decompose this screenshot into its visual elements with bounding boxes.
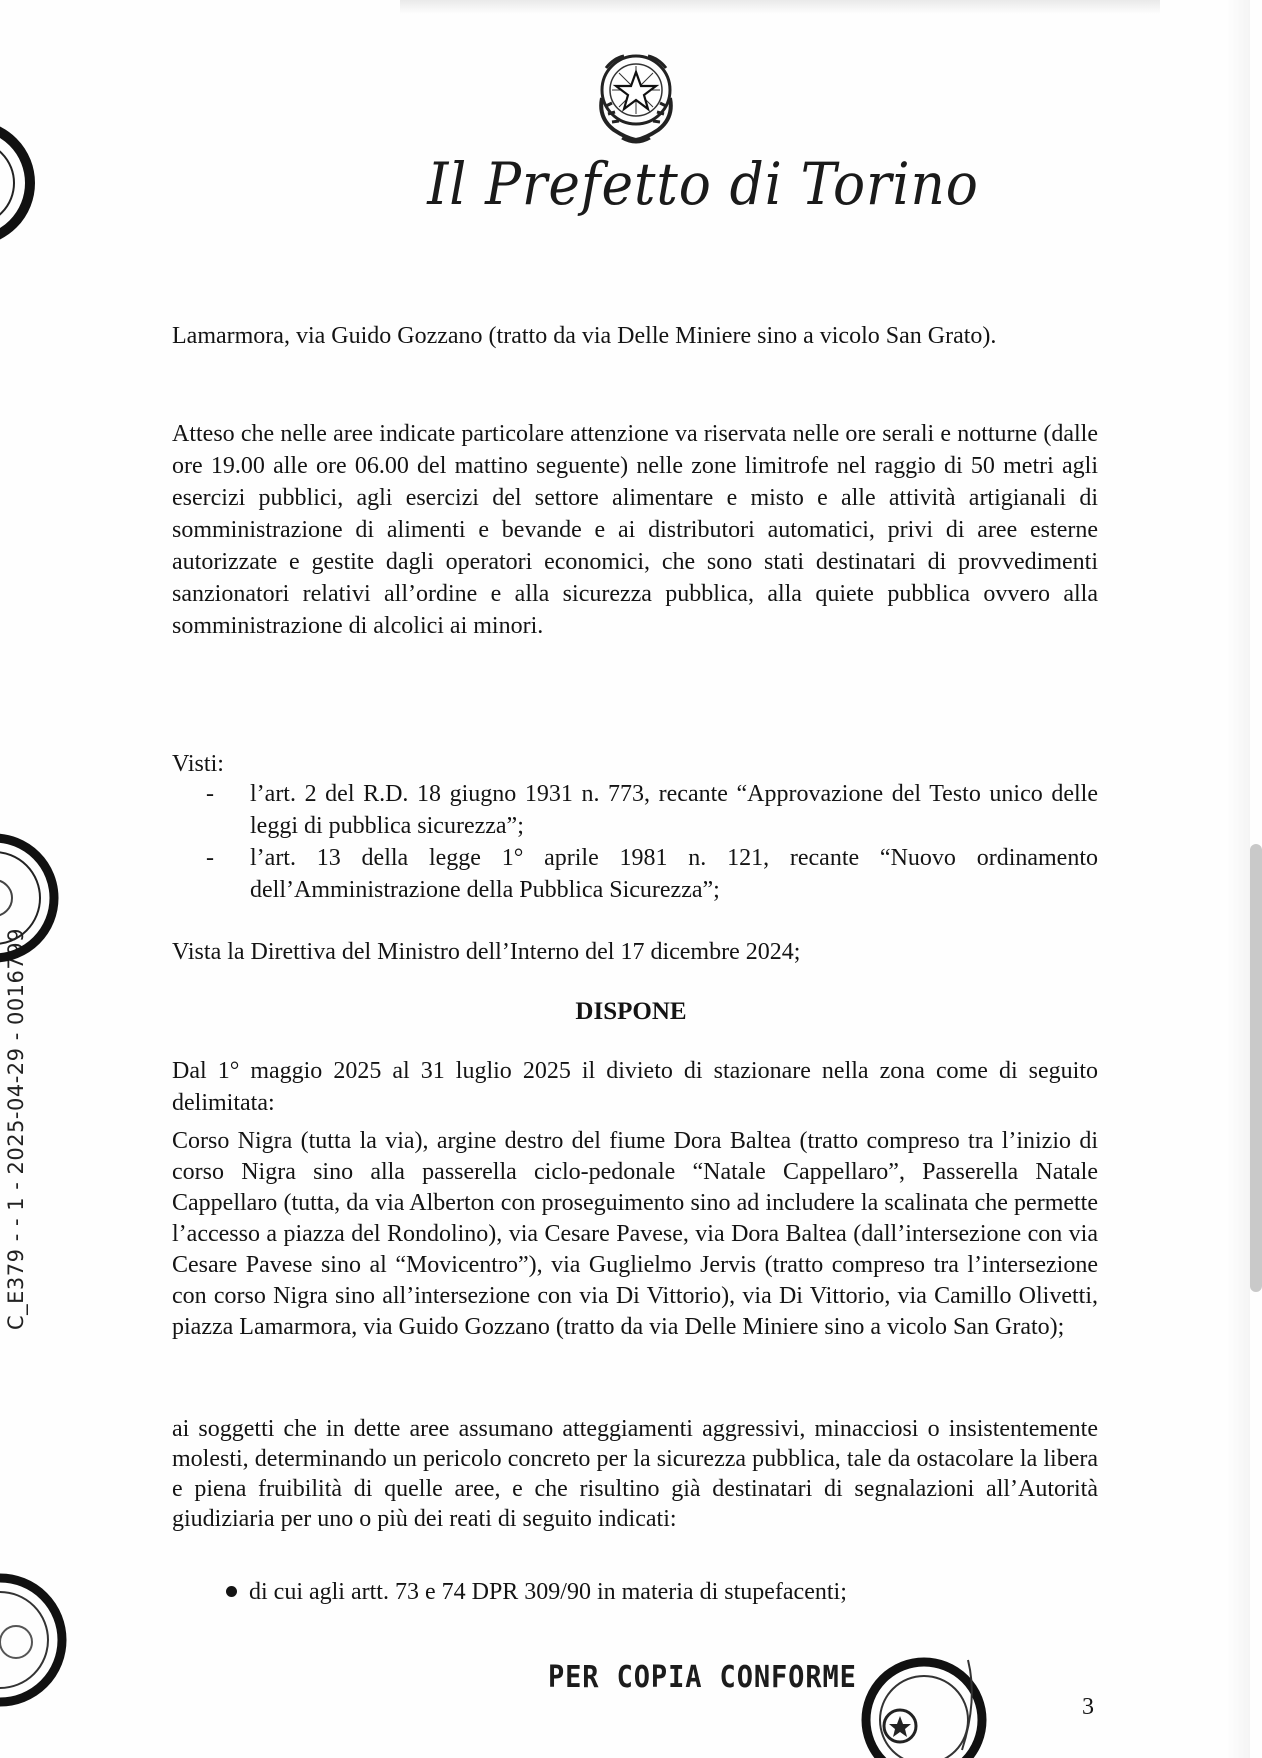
paragraph-text: Lamarmora, via Guido Gozzano (tratto da via Delle Miniere sino a vicolo San Grato). [172, 323, 997, 349]
vista-direttiva-text: Vista la Direttiva del Ministro dell’Interno del 17 dicembre 2024; [172, 939, 801, 965]
round-seal-icon [0, 118, 42, 248]
certification-stamp: PER COPIA CONFORME [548, 1660, 857, 1695]
vista-direttiva [172, 936, 1098, 968]
dash-marker: - [206, 845, 214, 871]
visti-item [208, 778, 1098, 842]
paragraph-text: Atteso che nelle aree indicate particolare attenzione va riservata nelle ore serali e notturne (dalle ore 19.00 alle ore 06.00 del mattino seguente) nelle zone limitrofe nel raggio di 50 metri agli esercizi pubblici, agli esercizi del settore alimentare e misto e alle attività artigianali di somministrazione di alimenti e bevande e ai distributori automatici, privi di aree esterne autorizzate e gestite dagli operatori economici, che sono stati destinatari di provvedimenti sanzionatori relativi all’ordine e alla sicurezza pubblica, alla quiete pubblica ovvero alla somministrazione di alcolici ai minori. [172, 421, 1098, 639]
paragraph-atteso [172, 418, 1098, 642]
header-title: Il Prefetto di Torino [427, 150, 979, 218]
paragraph-zona [172, 1126, 1098, 1343]
scrollbar[interactable] [1250, 844, 1262, 1292]
scan-shadow [400, 0, 1160, 14]
round-seal-icon [0, 1570, 70, 1710]
visti-item-text: l’art. 2 del R.D. 18 giugno 1931 n. 773, recante “Approvazione del Testo unico delle leggi di pubblica sicurezza”; [250, 781, 1098, 839]
visti-item-text: l’art. 13 della legge 1° aprile 1981 n. 121, recante “Nuovo ordinamento dell’Amministrazione della Pubblica Sicurezza”; [250, 845, 1098, 903]
page-number: 3 [1082, 1694, 1094, 1720]
paragraph-dal [172, 1055, 1098, 1119]
bullet-item [226, 1576, 847, 1608]
visti-item [208, 842, 1098, 906]
paragraph-text: Corso Nigra (tutta la via), argine destro del fiume Dora Baltea (tratto compreso tra l’inizio di corso Nigra sino alla passerella ciclo-pedonale “Natale Cappellaro”, Passerella Natale Cappellaro (tutta, da via Alberton con proseguimento sino ad includere la scalinata che permette l’accesso a piazza del Rondolino), via Cesare Pavese, via Dora Baltea (dall’intersezione con via Cesare Pavese sino al “Movicentro”), via Guglielmo Jervis (tratto compreso tra l’intersezione con corso Nigra sino all’intersezione con via Di Vittorio), via Di Vittorio, via Camillo Olivetti, piazza Lamarmora, via Guido Gozzano (tratto da via Delle Miniere sino a vicolo San Grato); [172, 1128, 1098, 1340]
paragraph-text: ai soggetti che in dette aree assumano atteggiamenti aggressivi, minacciosi o insistentemente molesti, determinando un pericolo concreto per la sicurezza pubblica, tale da ostacolare la libera e piena fruibilità di quelle aree, e che risultino già destinatari di segnalazioni all’Autorità giudiziaria per uno o più dei reati di seguito indicati: [172, 1416, 1098, 1532]
round-seal-icon [0, 828, 64, 968]
dash-marker: - [206, 781, 214, 807]
paragraph-soggetti [172, 1414, 1098, 1534]
protocol-annotation: C_E379 - - 1 - 2025-04-29 - 0016799 [4, 928, 28, 1330]
visti-label [172, 748, 1098, 780]
dispone-heading: DISPONE [575, 998, 687, 1025]
visti-label-text: Visti: [172, 751, 224, 777]
italian-republic-emblem-icon [592, 48, 680, 148]
bullet-text: di cui agli artt. 73 e 74 DPR 309/90 in materia di stupefacenti; [249, 1579, 847, 1605]
bullet-dot-icon [226, 1586, 237, 1597]
scan-edge [1226, 0, 1250, 1758]
paragraph-continuation [172, 320, 1098, 352]
round-seal-icon [848, 1640, 988, 1758]
paragraph-text: Dal 1° maggio 2025 al 31 luglio 2025 il divieto di stazionare nella zona come di seguito delimitata: [172, 1058, 1098, 1116]
